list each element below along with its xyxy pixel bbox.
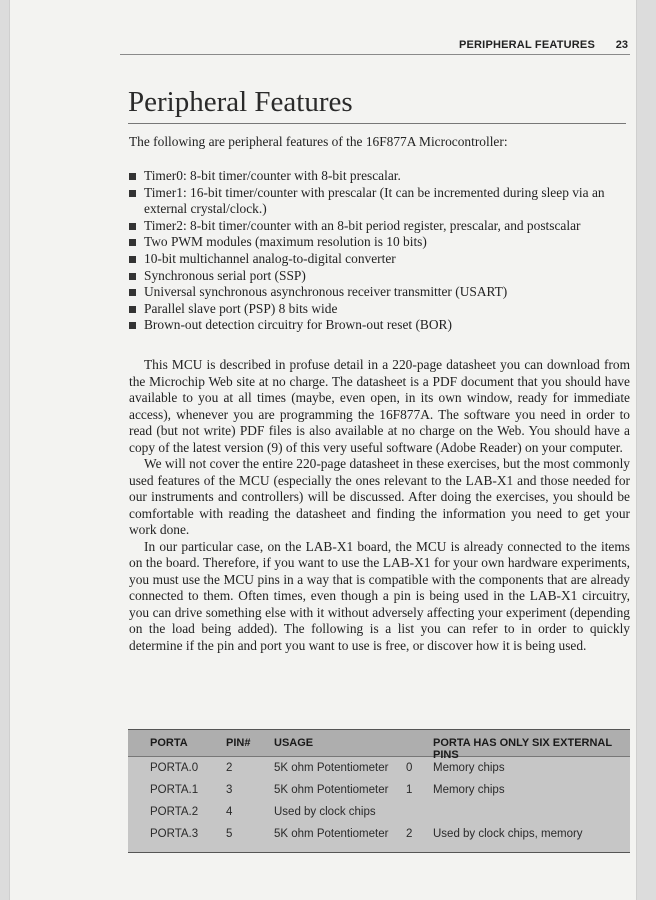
list-item: Two PWM modules (maximum resolution is 10 bits): [128, 234, 630, 251]
cell-num: 2: [406, 828, 413, 840]
list-item: Parallel slave port (PSP) 8 bits wide: [128, 301, 630, 318]
list-item: Timer1: 16-bit timer/counter with prescalar (It can be incremented during sleep via an external crystal/clock.): [128, 185, 630, 218]
square-bullet-icon: [129, 173, 136, 180]
paragraph: We will not cover the entire 220-page datasheet in these exercises, but the most commonly used features of the MCU (especially the ones relevant to the LAB-X1 and those needed for our instruments and controllers) will be discussed. After doing the exercises, you should be comfortable with reading the datasheet and finding the information you need to get your work done.: [129, 456, 630, 537]
cell-pin: 2: [226, 762, 233, 774]
header-note: PORTA HAS ONLY SIX EXTERNAL PINS: [433, 737, 612, 761]
cell-port: PORTA.1: [150, 784, 199, 796]
paragraph: In our particular case, on the LAB-X1 board, the MCU is already connected to the items on the board. Therefore, if you want to use the LAB-X1 for your own hardware experiments, you must use the MCU pins in a way that is compatible with the components that are already connected to them. Often times, even though a pin is being used in the LAB-X1 circuitry, you can drive something else with it without adversely affecting your experiment (depending on the load being added). The following is a list you can refer to in order to quickly determine if the pin and port you want to use is free, or discover how it is being used.: [129, 538, 630, 653]
intro-text: The following are peripheral features of the 16F877A Microcontroller:: [129, 134, 508, 149]
cell-num: 0: [406, 762, 413, 774]
header-pin: PIN#: [226, 737, 251, 749]
square-bullet-icon: [129, 306, 136, 313]
square-bullet-icon: [129, 239, 136, 246]
running-header-title: PERIPHERAL FEATURES: [458, 39, 595, 51]
body-text: [129, 357, 630, 654]
square-bullet-icon: [129, 273, 136, 280]
square-bullet-icon: [129, 322, 136, 329]
cell-port: PORTA.0: [150, 762, 199, 774]
cell-usage: 5K ohm Potentiometer: [274, 828, 389, 840]
table-row: [128, 824, 630, 846]
book-page: [10, 0, 636, 900]
header-port: PORTA: [150, 737, 188, 749]
cell-usage: Used by clock chips: [274, 806, 376, 818]
cell-note: Memory chips: [433, 762, 505, 774]
paragraph: This MCU is described in profuse detail in a 220-page datasheet you can download from the Microchip Web site at no charge. The datasheet is a PDF document that you should have available to you at all times (maybe, even open, in its own window, ready for immediate access), whenever you are programming the 16F877A. The software you need in order to read (but not write) PDF files is also available at no charge on the Web. You should have a copy of the latest version (9) of this very useful software (Adobe Reader) on your computer.: [129, 357, 630, 455]
table-row: [128, 758, 630, 780]
list-item: Timer0: 8-bit timer/counter with 8-bit prescalar.: [128, 168, 630, 185]
list-item: Timer2: 8-bit timer/counter with an 8-bit period register, prescalar, and postscalar: [128, 218, 630, 235]
cell-usage: 5K ohm Potentiometer: [274, 762, 389, 774]
list-item: 10-bit multichannel analog-to-digital converter: [128, 251, 630, 268]
square-bullet-icon: [129, 190, 136, 197]
page-number: 23: [615, 39, 628, 51]
running-header: [120, 36, 630, 55]
cell-note: Memory chips: [433, 784, 505, 796]
table-header: [128, 730, 630, 761]
cell-num: 1: [406, 784, 413, 796]
cell-note: Used by clock chips, memory: [433, 828, 583, 840]
cell-pin: 3: [226, 784, 233, 796]
header-usage: USAGE: [274, 737, 314, 749]
cell-usage: 5K ohm Potentiometer: [274, 784, 389, 796]
cell-port: PORTA.2: [150, 806, 199, 818]
cell-pin: 4: [226, 806, 233, 818]
cell-pin: 5: [226, 828, 233, 840]
list-item: Universal synchronous asynchronous receiver transmitter (USART): [128, 284, 630, 301]
square-bullet-icon: [129, 223, 136, 230]
table-row: [128, 780, 630, 802]
list-item: Synchronous serial port (SSP): [128, 268, 630, 285]
table-row: [128, 802, 630, 824]
square-bullet-icon: [129, 289, 136, 296]
section-heading: Peripheral Features: [128, 86, 626, 124]
square-bullet-icon: [129, 256, 136, 263]
cell-port: PORTA.3: [150, 828, 199, 840]
feature-list: [128, 168, 630, 334]
porta-table: [128, 729, 630, 853]
list-item: Brown-out detection circuitry for Brown-out reset (BOR): [128, 317, 630, 334]
